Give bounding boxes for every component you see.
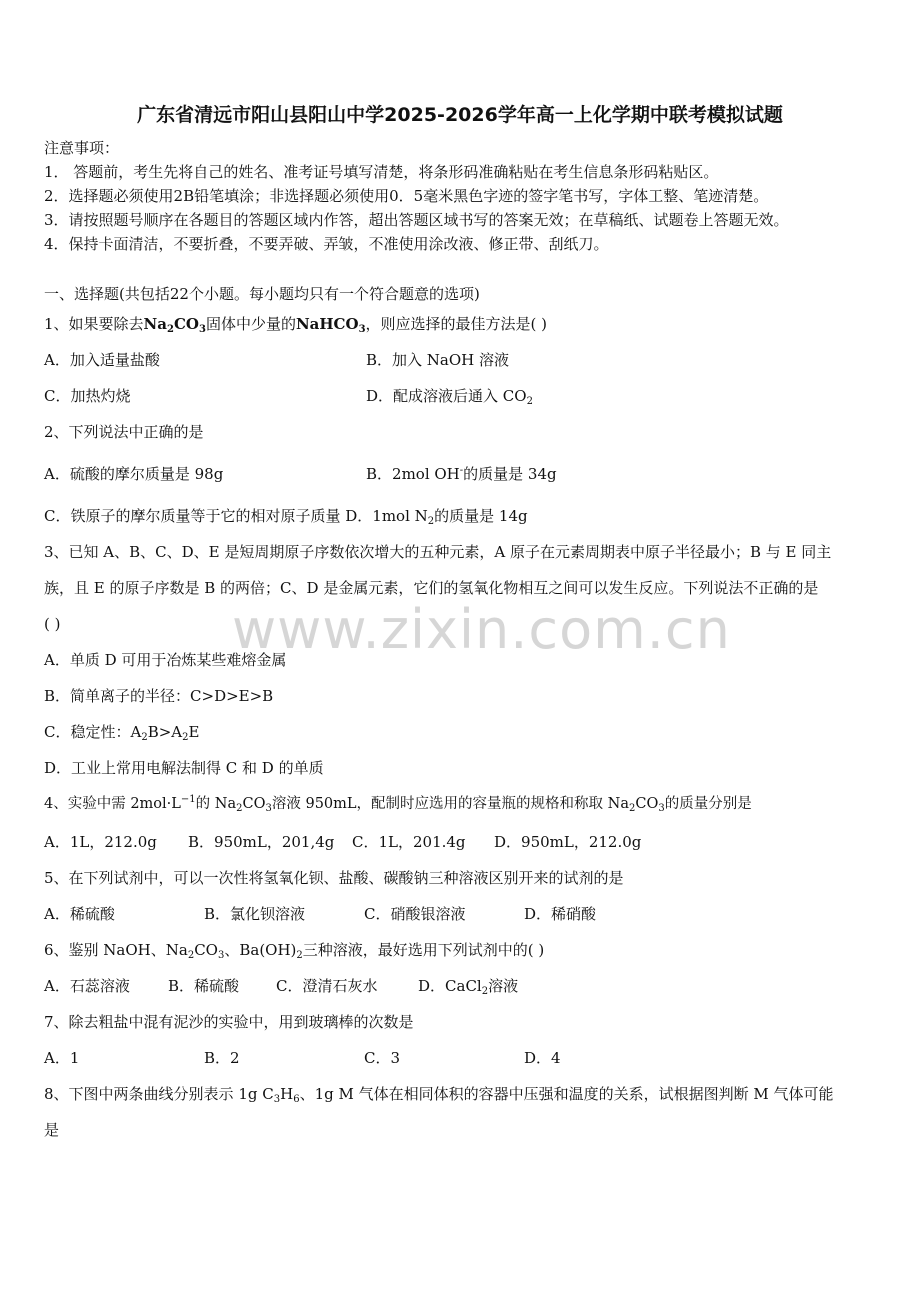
q5-option-d: D．稀硝酸 (524, 905, 597, 923)
q3-option-c: C．稳定性：$A_2B>A_2E$ (44, 723, 200, 743)
question-3-stem-line-1: 3、已知 A、B、C、D、E 是短周期原子序数依次增大的五种元素，A 原子在元素周期表中原子半径最小；B 与 E 同主 (44, 543, 832, 561)
q4-option-a: A．1L，212.0g (44, 833, 157, 851)
q6-option-d: D．CaCl$_2$溶液 (418, 977, 519, 997)
question-7-stem: 7、除去粗盐中混有泥沙的实验中，用到玻璃棒的次数是 (44, 1013, 414, 1031)
q6-option-c: C．澄清石灰水 (276, 977, 378, 995)
q5-option-b: B．氯化钡溶液 (204, 905, 306, 923)
notice-item-3: 3．请按照题号顺序在各题目的答题区域内作答，超出答题区域书写的答案无效；在草稿纸、试题卷上答题无效。 (44, 211, 789, 229)
q4-option-b: B．950mL，201,4g (188, 833, 335, 851)
page-title: 广东省清远市阳山县阳山中学2025-2026学年高一上化学期中联考模拟试题 (137, 104, 783, 126)
question-3-stem-line-2: 族，且 E 的原子序数是 B 的两倍；C、D 是金属元素，它们的氢氧化物相互之间可以发生反应。下列说法不正确的是 (44, 579, 819, 597)
watermark: www.zixin.com.cn (232, 598, 731, 661)
question-8-stem-line-1: 8、下图中两条曲线分别表示 1g $C_3H_6$、1g M 气体在相同体积的容器中压强和温度的关系，试根据图判断 M 气体可能 (44, 1085, 834, 1105)
q1-option-d: D．配成溶液后通入 $CO_2$ (366, 387, 533, 407)
q3-option-a: A．单质 D 可用于冶炼某些难熔金属 (44, 651, 287, 669)
question-8-stem-line-2: 是 (44, 1121, 60, 1139)
q6-option-b: B．稀硫酸 (168, 977, 240, 995)
q7-option-d: D．4 (524, 1049, 561, 1067)
q1-option-b: B．加入 NaOH 溶液 (366, 351, 510, 369)
notice-heading: 注意事项： (44, 139, 120, 157)
q5-option-c: C．硝酸银溶液 (364, 905, 466, 923)
q1-option-c: C．加热灼烧 (44, 387, 131, 405)
question-3-stem-line-3: ( ) (44, 615, 61, 633)
q2-option-c-d: C．铁原子的摩尔质量等于它的相对原子质量 D．1mol $N_2$的质量是 14g (44, 507, 528, 527)
q7-option-a: A．1 (44, 1049, 80, 1067)
q4-option-d: D．950mL，212.0g (494, 833, 642, 851)
q6-option-a: A．石蕊溶液 (44, 977, 130, 995)
notice-item-1: 1． 答题前，考生先将自己的姓名、准考证号填写清楚，将条形码准确粘贴在考生信息条形码粘贴区。 (44, 163, 719, 181)
question-1-stem: 1、如果要除去$Na_2CO_3$固体中少量的NaHCO$_3$，则应选择的最佳方法是( ) (44, 315, 548, 335)
q7-option-c: C．3 (364, 1049, 401, 1067)
notice-item-4: 4．保持卡面清洁，不要折叠，不要弄破、弄皱，不准使用涂改液、修正带、刮纸刀。 (44, 235, 609, 253)
q4-option-c: C．1L，201.4g (352, 833, 466, 851)
q2-option-b: B．2mol OH-的质量是 34g (366, 465, 557, 483)
q3-option-b: B．简单离子的半径：C>D>E>B (44, 687, 274, 705)
notice-item-2: 2．选择题必须使用2B铅笔填涂；非选择题必须使用0．5毫米黑色字迹的签字笔书写，字体工整、笔迹清楚。 (44, 187, 769, 205)
question-4-stem: 4、实验中需 $2mol\cdot L^{-1}$的 $Na_2CO_3$溶液 950mL，配制时应选用的容量瓶的规格和称取 $Na_2CO_3$的质量分别是 (44, 794, 752, 814)
question-5-stem: 5、在下列试剂中，可以一次性将氢氧化钡、盐酸、碳酸钠三种溶液区别开来的试剂的是 (44, 869, 624, 887)
q1-option-a: A．加入适量盐酸 (44, 351, 160, 369)
section-heading: 一、选择题(共包括22个小题。每小题均只有一个符合题意的选项) (44, 285, 480, 303)
q5-option-a: A．稀硫酸 (44, 905, 115, 923)
q7-option-b: B．2 (204, 1049, 240, 1067)
q3-option-d: D．工业上常用电解法制得 C 和 D 的单质 (44, 759, 324, 777)
question-2-stem: 2、下列说法中正确的是 (44, 423, 204, 441)
q2-option-a: A．硫酸的摩尔质量是 98g (44, 465, 224, 483)
question-6-stem: 6、鉴别 NaOH、$Na_2CO_3$、$Ba(OH)_2$三种溶液，最好选用下列试剂中的( ) (44, 941, 545, 961)
